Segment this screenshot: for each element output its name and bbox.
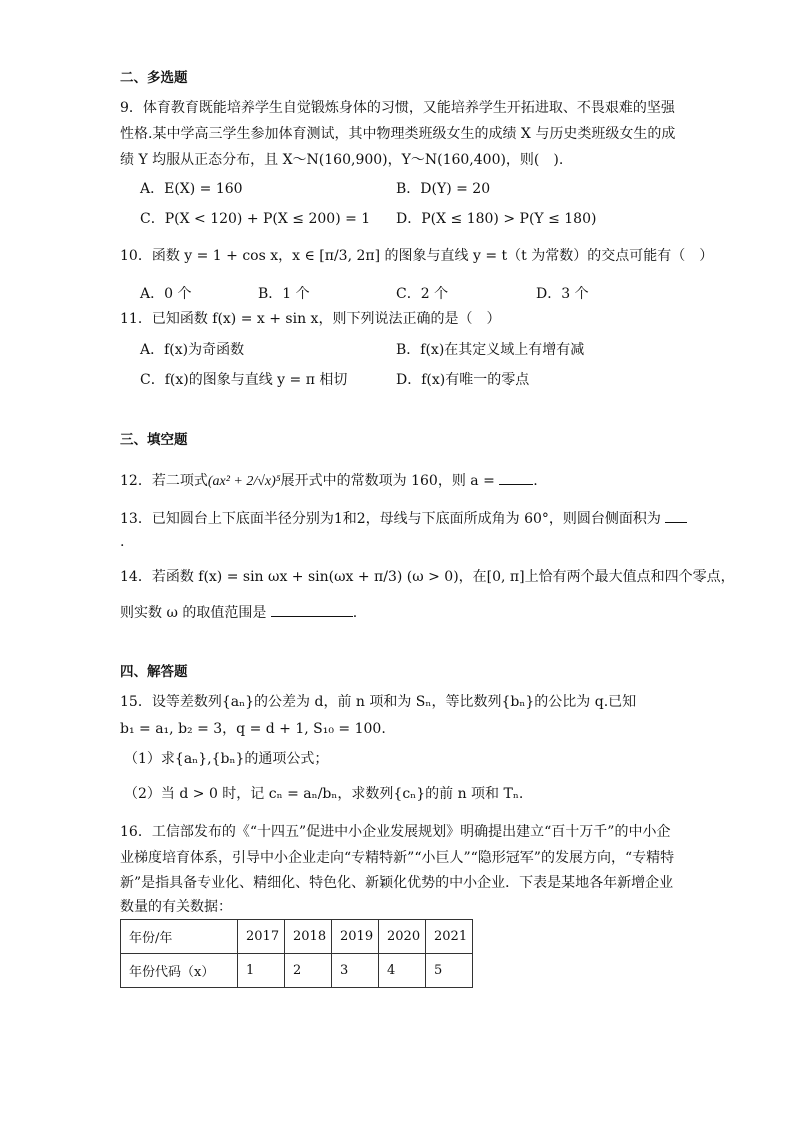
q13-answer-blank[interactable] <box>665 508 687 523</box>
section-heading-multi: 二、多选题 <box>120 70 188 86</box>
table-cell: 3 <box>332 954 379 988</box>
table-cell: 1 <box>238 954 285 988</box>
q14-text: 则实数 ω 的取值范围是 <box>120 605 267 621</box>
table-cell: 年份代码（x） <box>121 954 238 988</box>
q9-line1: 9．体育教育既能培养学生自觉锻炼身体的习惯，又能培养学生开拓进取、不畏艰难的坚强 <box>120 100 675 116</box>
q11-option-c: C．f(x)的图象与直线 y = π 相切 <box>140 372 348 388</box>
table-cell: 2017 <box>238 920 285 954</box>
q10-option-c: C．2 个 <box>396 286 449 302</box>
q15-part2: （2）当 d > 0 时，记 cₙ = aₙ/bₙ，求数列{cₙ}的前 n 项和 Tₙ. <box>124 786 524 802</box>
q9-option-d: D．P(X ≤ 180) > P(Y ≤ 180) <box>396 211 597 227</box>
q16-data-table <box>120 919 473 988</box>
q9-option-c: C．P(X < 120) + P(X ≤ 200) = 1 <box>140 211 371 227</box>
table-row <box>121 954 473 988</box>
table-cell: 2 <box>285 954 332 988</box>
table-cell: 2021 <box>426 920 473 954</box>
table-cell: 4 <box>379 954 426 988</box>
q16-line3: 新”是指具备专业化、精细化、特色化、新颖化优势的中小企业．下表是某地各年新增企业 <box>120 875 674 891</box>
q12-line <box>120 470 538 492</box>
table-row <box>121 920 473 954</box>
q14-answer-blank[interactable] <box>271 602 353 617</box>
table-cell: 2019 <box>332 920 379 954</box>
table-cell: 年份/年 <box>121 920 238 954</box>
table-cell: 2018 <box>285 920 332 954</box>
q15-part1: （1）求{aₙ},{bₙ}的通项公式； <box>124 751 329 767</box>
q12-prefix: 12．若二项式 <box>120 473 208 489</box>
table-cell: 2020 <box>379 920 426 954</box>
q10-option-a: A．0 个 <box>140 286 192 302</box>
q12-binomial-expression: (ax² + 2/√x)⁵ <box>207 474 281 489</box>
q12-suffix: 展开式中的常数项为 160，则 a = <box>280 473 495 489</box>
q11-option-b: B．f(x)在其定义域上有增有减 <box>396 342 585 358</box>
q16-line4: 数量的有关数据： <box>120 899 232 915</box>
q13-text: 13．已知圆台上下底面半径分别为1和2，母线与下底面所成角为 60°，则圆台侧面积为 <box>120 511 661 527</box>
q14-line1: 14．若函数 f(x) = sin ωx + sin(ωx + π/3) (ω > 0)，在[0, π]上恰有两个最大值点和四个零点， <box>120 569 735 585</box>
q11-option-d: D．f(x)有唯一的零点 <box>396 372 530 388</box>
q13-line1 <box>120 508 687 529</box>
section-heading-fill: 三、填空题 <box>120 432 188 448</box>
q15-line1: 15．设等差数列{aₙ}的公差为 d，前 n 项和为 Sₙ，等比数列{bₙ}的公比为 q.已知 <box>120 694 637 710</box>
q15-line2: b₁ = a₁, b₂ = 3，q = d + 1, S₁₀ = 100. <box>120 721 386 737</box>
q9-option-a: A．E(X) = 160 <box>140 181 243 197</box>
q14-line2 <box>120 602 357 623</box>
table-cell: 5 <box>426 954 473 988</box>
q16-line2: 业梯度培育体系，引导中小企业走向“专精特新”“小巨人”“隐形冠军”的发展方向，“专精特 <box>120 850 675 866</box>
q10-option-d: D．3 个 <box>536 286 589 302</box>
q16-line1: 16．工信部发布的《“十四五”促进中小企业发展规划》明确提出建立“百十万千”的中小企 <box>120 824 671 840</box>
q11-option-a: A．f(x)为奇函数 <box>140 342 245 358</box>
q14-end: . <box>352 605 358 621</box>
q9-option-b: B．D(Y) = 20 <box>396 181 491 197</box>
section-heading-solve: 四、解答题 <box>120 664 188 680</box>
q10-stem: 10．函数 y = 1 + cos x，x ∈ [π/3, 2π] 的图象与直线 y = t（t 为常数）的交点可能有（ ） <box>120 248 714 264</box>
q9-line3: 绩 Y 均服从正态分布，且 X～N(160,900)，Y～N(160,400)，则( ). <box>120 152 564 168</box>
q13-line2: . <box>120 534 125 550</box>
q12-answer-blank[interactable] <box>499 470 533 485</box>
q9-line2: 性格.某中学高三学生参加体育测试，其中物理类班级女生的成绩 X 与历史类班级女生的成 <box>120 126 676 142</box>
q11-stem: 11．已知函数 f(x) = x + sin x，则下列说法正确的是（ ） <box>120 311 501 327</box>
q12-end: . <box>533 473 538 489</box>
q10-option-b: B．1 个 <box>258 286 310 302</box>
